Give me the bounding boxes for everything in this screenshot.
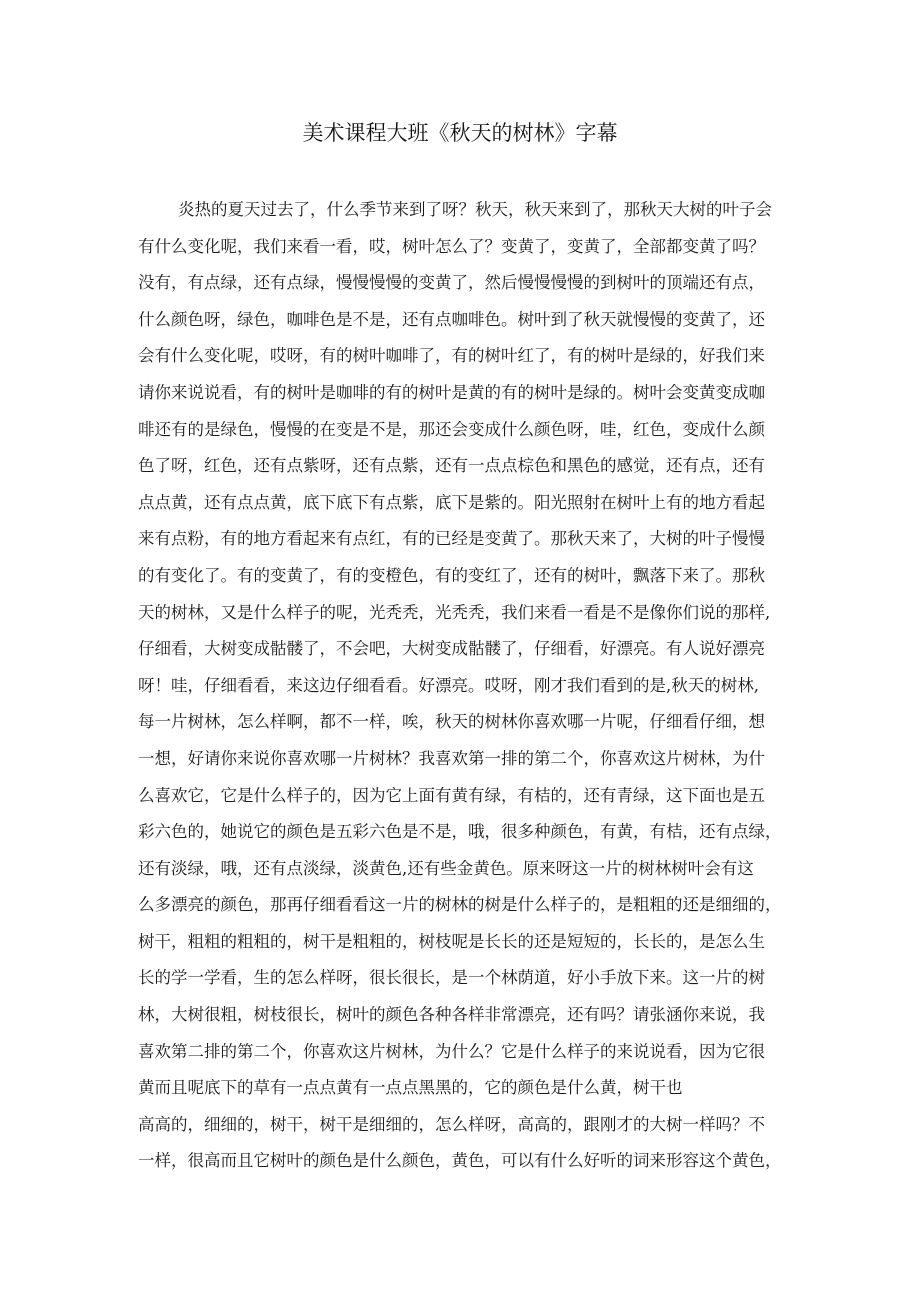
document-title: 美术课程大班《秋天的树林》字幕 [302, 121, 618, 145]
document-body [138, 192, 788, 1180]
text-line: 一想，好请你来说你喜欢哪一片树林？我喜欢第一排的第二个，你喜欢这片树林，为什 [138, 748, 765, 768]
text-line: 来有点粉，有的地方看起来有点红，有的已经是变黄了。那秋天来了，大树的叶子慢慢 [138, 529, 765, 549]
text-line: 会有什么变化呢，哎呀，有的树叶咖啡了，有的树叶红了，有的树叶是绿的，好我们来 [138, 346, 765, 366]
text-line: 炎热的夏天过去了，什么季节来到了呀？秋天，秋天来到了，那秋天大树的叶子会 [178, 200, 772, 219]
text-line: 没有，有点绿，还有点绿，慢慢慢慢的变黄了，然后慢慢慢慢的到树叶的顶端还有点， [138, 273, 765, 293]
text-line: 色了呀，红色，还有点紫呀，还有点紫，还有一点点棕色和黑色的感觉，还有点，还有 [138, 456, 765, 476]
text-line: 请你来说说看，有的树叶是咖啡的有的树叶是黄的有的树叶是绿的。树叶会变黄变成咖 [138, 382, 765, 402]
text-line: 啡还有的是绿色，慢慢的在变是不是，那还会变成什么颜色呀，哇，红色，变成什么颜 [138, 419, 765, 439]
text-line: 长的学一学看，生的怎么样呀，很长很长，是一个林荫道，好小手放下来。这一片的树 [138, 968, 765, 988]
text-line: 彩六色的，她说它的颜色是五彩六色是不是，哦，很多种颜色，有黄，有桔，还有点绿， [138, 822, 782, 842]
text-line: 林，大树很粗，树枝很长，树叶的颜色各种各样非常漂亮，还有吗？请张涵你来说，我 [138, 1005, 765, 1025]
text-line: 仔细看，大树变成骷髅了，不会吧，大树变成骷髅了，仔细看，好漂亮。有人说好漂亮 [138, 639, 765, 659]
text-line: 么多漂亮的颜色，那再仔细看看这一片的树林的树是什么样子的，是粗粗的还是细细的， [138, 895, 782, 915]
text-line: 高高的，细细的，树干，树干是细细的，怎么样呀，高高的，跟刚才的大树一样吗？不 [138, 1114, 765, 1134]
text-line: 有什么变化呢，我们来看一看，哎，树叶怎么了？变黄了，变黄了，全部都变黄了吗？ [138, 236, 765, 256]
text-line: 树干，粗粗的粗粗的，树干是粗粗的，树枝呢是长长的还是短短的，长长的，是怎么生 [138, 931, 765, 951]
text-line: 还有淡绿，哦，还有点淡绿，淡黄色,还有些金黄色。原来呀这一片的树林树叶会有这 [138, 858, 754, 878]
text-line: 么喜欢它，它是什么样子的，因为它上面有黄有绿，有桔的，还有青绿，这下面也是五 [138, 785, 765, 805]
text-line: 的有变化了。有的变黄了，有的变橙色，有的变红了，还有的树叶，飘落下来了。那秋 [138, 565, 765, 585]
text-line: 天的树林，又是什么样子的呢，光秃秃，光秃秃，我们来看一看是不是像你们说的那样, [138, 602, 771, 622]
text-line: 喜欢第二排的第二个，你喜欢这片树林，为什么？它是什么样子的来说说看，因为它很 [138, 1041, 765, 1061]
text-line: 每一片树林，怎么样啊，都不一样，唉，秋天的树林你喜欢哪一片呢，仔细看仔细，想 [138, 712, 765, 732]
text-line: 呀！哇，仔细看看，来这边仔细看看。好漂亮。哎呀，刚才我们看到的是,秋天的树林, [138, 675, 759, 695]
text-line: 什么颜色呀，绿色，咖啡色是不是，还有点咖啡色。树叶到了秋天就慢慢的变黄了，还 [138, 309, 765, 329]
text-line: 一样，很高而且它树叶的颜色是什么颜色，黄色，可以有什么好听的词来形容这个黄色， [138, 1151, 782, 1171]
text-line: 点点黄，还有点点黄，底下底下有点紫，底下是紫的。阳光照射在树叶上有的地方看起 [138, 492, 765, 512]
text-line: 黄而且呢底下的草有一点点黄有一点点黑黑的，它的颜色是什么黄，树干也 [138, 1078, 683, 1098]
